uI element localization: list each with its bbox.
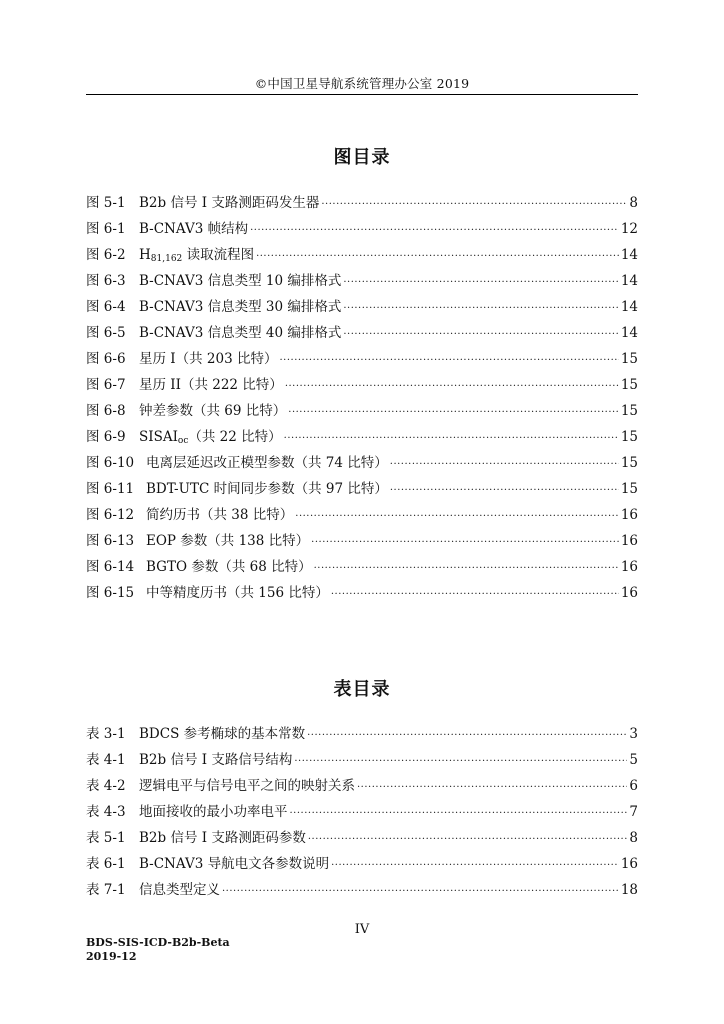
- entry-page: 16: [620, 533, 638, 549]
- entry-title-subscript: 81,162: [150, 254, 183, 264]
- table-list: [86, 721, 638, 903]
- entry-page: 8: [629, 830, 638, 846]
- entry-title-main: H: [139, 247, 151, 263]
- entry-number: 表 6-1: [86, 856, 126, 872]
- entry-number: 图 6-8: [86, 403, 126, 419]
- list-item[interactable]: [86, 528, 638, 554]
- entry-title: B2b 信号 I 支路测距码发生器: [139, 195, 320, 211]
- entry-number: 图 6-11: [86, 481, 135, 497]
- figure-list-title: 图目录: [333, 147, 391, 168]
- dot-leader: [331, 582, 619, 608]
- entry-number: 图 6-5: [86, 325, 126, 341]
- dot-leader: [343, 296, 618, 322]
- entry-page: 6: [629, 778, 638, 794]
- dot-leader: [256, 244, 619, 270]
- entry-number: 图 6-6: [86, 351, 126, 367]
- entry-number: 图 6-13: [86, 533, 135, 549]
- entry-title: BDT-UTC 时间同步参数（共 97 比特）: [146, 481, 388, 497]
- entry-page: 15: [620, 481, 638, 497]
- dot-leader: [390, 478, 619, 504]
- list-item[interactable]: [86, 190, 638, 216]
- entry-title: B-CNAV3 信息类型 10 编排格式: [139, 273, 342, 289]
- entry-number: 图 6-9: [86, 429, 126, 445]
- entry-title-main: SISAI: [139, 429, 178, 445]
- dot-leader: [285, 374, 619, 400]
- list-item[interactable]: [86, 242, 638, 268]
- entry-number: 图 5-1: [86, 195, 126, 211]
- entry-title: BGTO 参数（共 68 比特）: [146, 559, 312, 575]
- dot-leader: [284, 426, 619, 452]
- entry-title: 中等精度历书（共 156 比特）: [146, 585, 329, 601]
- list-item[interactable]: [86, 721, 638, 747]
- dot-leader: [279, 348, 618, 374]
- entry-page: 16: [620, 856, 638, 872]
- list-item[interactable]: [86, 851, 638, 877]
- entry-page: 16: [620, 559, 638, 575]
- list-item[interactable]: [86, 346, 638, 372]
- dot-leader: [288, 400, 619, 426]
- page-number: IV: [354, 922, 370, 937]
- entry-title: 钟差参数（共 69 比特）: [139, 403, 287, 419]
- list-item[interactable]: [86, 580, 638, 606]
- list-item[interactable]: [86, 877, 638, 903]
- dot-leader: [357, 775, 627, 801]
- entry-page: 14: [620, 273, 638, 289]
- entry-page: 16: [620, 507, 638, 523]
- entry-number: 图 6-14: [86, 559, 135, 575]
- entry-page: 15: [620, 377, 638, 393]
- entry-number: 图 6-10: [86, 455, 135, 471]
- table-list-title: 表目录: [333, 679, 391, 700]
- entry-number: 表 3-1: [86, 726, 126, 742]
- dot-leader: [343, 270, 618, 296]
- dot-leader: [307, 723, 627, 749]
- list-item[interactable]: [86, 216, 638, 242]
- entry-page: 8: [629, 195, 638, 211]
- list-item[interactable]: [86, 294, 638, 320]
- entry-title: B2b 信号 I 支路测距码参数: [139, 830, 306, 846]
- entry-number: 图 6-15: [86, 585, 135, 601]
- entry-page: 5: [629, 752, 638, 768]
- list-item[interactable]: [86, 502, 638, 528]
- entry-title: 简约历书（共 38 比特）: [146, 507, 294, 523]
- list-item[interactable]: [86, 554, 638, 580]
- list-item[interactable]: [86, 424, 638, 450]
- entry-title: 电离层延迟改正模型参数（共 74 比特）: [146, 455, 388, 471]
- entry-title: B-CNAV3 信息类型 40 编排格式: [139, 325, 342, 341]
- document-id: BDS-SIS-ICD-B2b-Beta: [86, 936, 230, 949]
- entry-title: 星历 I（共 203 比特）: [139, 351, 278, 367]
- figure-list: [86, 190, 638, 606]
- entry-title: B-CNAV3 信息类型 30 编排格式: [139, 299, 342, 315]
- entry-page: 15: [620, 351, 638, 367]
- entry-number: 图 6-12: [86, 507, 135, 523]
- entry-number: 表 5-1: [86, 830, 126, 846]
- entry-title: B-CNAV3 帧结构: [139, 221, 249, 237]
- dot-leader: [290, 801, 628, 827]
- dot-leader: [331, 853, 619, 879]
- entry-title: BDCS 参考椭球的基本常数: [139, 726, 306, 742]
- entry-title-rest: （共 22 比特）: [188, 429, 282, 445]
- entry-number: 表 7-1: [86, 882, 126, 898]
- list-item[interactable]: [86, 450, 638, 476]
- entry-title: EOP 参数（共 138 比特）: [146, 533, 310, 549]
- entry-number: 表 4-2: [86, 778, 126, 794]
- entry-title: B2b 信号 I 支路信号结构: [139, 752, 293, 768]
- entry-number: 图 6-2: [86, 247, 126, 263]
- document-date: 2019-12: [86, 950, 137, 963]
- list-item[interactable]: [86, 320, 638, 346]
- dot-leader: [314, 556, 619, 582]
- dot-leader: [308, 827, 628, 853]
- entry-page: 14: [620, 325, 638, 341]
- entry-title-subscript: oc: [177, 436, 189, 446]
- dot-leader: [321, 192, 627, 218]
- header-text: ©中国卫星导航系统管理办公室 2019: [254, 76, 470, 91]
- entry-page: 14: [620, 247, 638, 263]
- entry-page: 15: [620, 429, 638, 445]
- entry-title-rest: 读取流程图: [182, 247, 255, 263]
- entry-page: 14: [620, 299, 638, 315]
- list-item[interactable]: [86, 372, 638, 398]
- entry-page: 18: [620, 882, 638, 898]
- entry-title: 地面接收的最小功率电平: [139, 804, 288, 820]
- entry-page: 16: [620, 585, 638, 601]
- list-item[interactable]: [86, 268, 638, 294]
- list-item[interactable]: [86, 773, 638, 799]
- entry-number: 图 6-1: [86, 221, 126, 237]
- entry-title: 星历 II（共 222 比特）: [139, 377, 283, 393]
- dot-leader: [222, 879, 619, 905]
- dot-leader: [311, 530, 619, 556]
- entry-number: 图 6-3: [86, 273, 126, 289]
- entry-title: 信息类型定义: [139, 882, 220, 898]
- list-item[interactable]: [86, 799, 638, 825]
- page-header: [86, 74, 638, 95]
- entry-title: 逻辑电平与信号电平之间的映射关系: [139, 778, 355, 794]
- dot-leader: [295, 504, 619, 530]
- dot-leader: [250, 218, 619, 244]
- dot-leader: [390, 452, 619, 478]
- entry-number: 表 4-1: [86, 752, 126, 768]
- entry-page: 7: [629, 804, 638, 820]
- entry-page: 15: [620, 403, 638, 419]
- document-id-block: [86, 936, 230, 964]
- list-item[interactable]: [86, 398, 638, 424]
- entry-number: 图 6-7: [86, 377, 126, 393]
- entry-number: 表 4-3: [86, 804, 126, 820]
- entry-title: B-CNAV3 导航电文各参数说明: [139, 856, 330, 872]
- entry-number: 图 6-4: [86, 299, 126, 315]
- list-item[interactable]: [86, 825, 638, 851]
- list-item[interactable]: [86, 747, 638, 773]
- entry-page: 3: [629, 726, 638, 742]
- entry-page: 15: [620, 455, 638, 471]
- entry-page: 12: [620, 221, 638, 237]
- list-item[interactable]: [86, 476, 638, 502]
- dot-leader: [294, 749, 627, 775]
- dot-leader: [343, 322, 618, 348]
